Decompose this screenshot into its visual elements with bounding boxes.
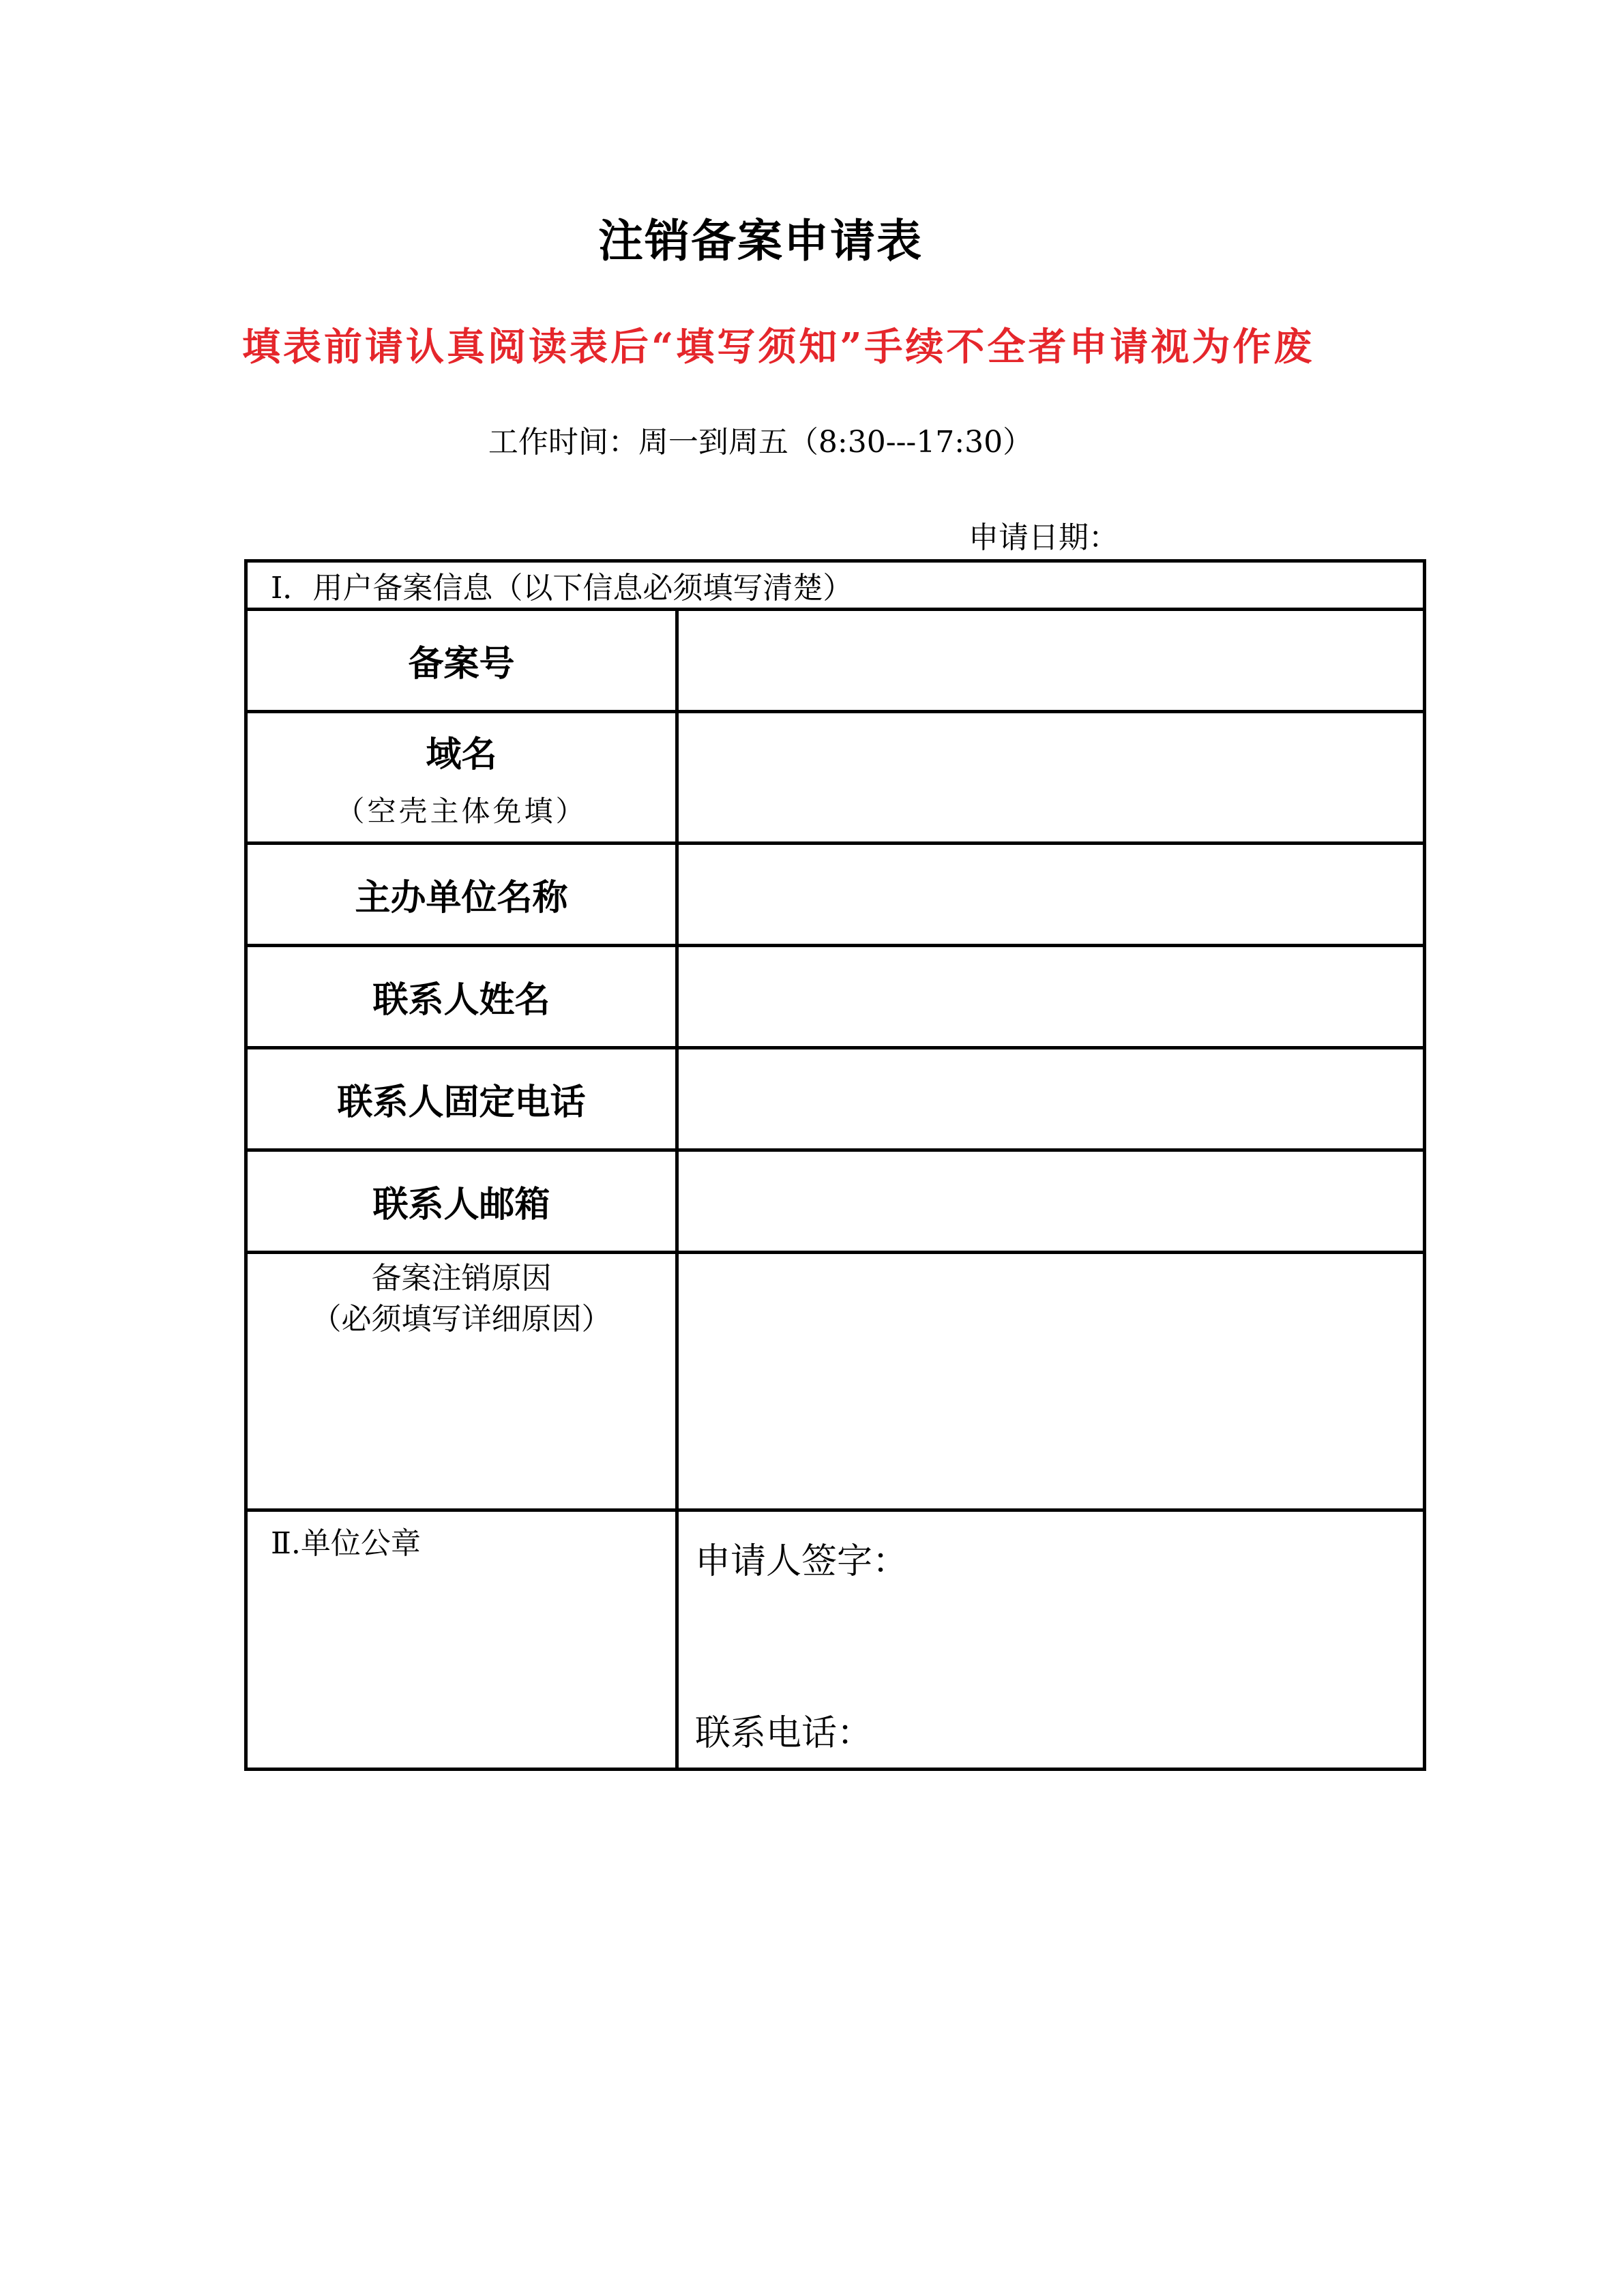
form-row-contact-email: [246, 1150, 1425, 1253]
field-label-cancel-reason: 备案注销原因 （必须填写详细原因）: [246, 1253, 677, 1510]
warning-notice: 填表前请认真阅读表后“填写须知”手续不全者申请视为作废: [242, 325, 1315, 370]
field-label-contact-name: 联系人姓名: [246, 946, 677, 1048]
domain-input-cell[interactable]: [677, 712, 1425, 844]
section-user-info-title: Ⅰ．用户备案信息（以下信息必须填写清楚）: [246, 561, 1425, 610]
domain-note: （空壳主体免填）: [336, 794, 587, 828]
form-row-domain: [246, 712, 1425, 844]
field-label-contact-email: 联系人邮箱: [246, 1150, 677, 1253]
applicant-signature-label[interactable]: 申请人签字：: [695, 1541, 909, 1582]
signature-cell: [677, 1510, 1425, 1770]
form-row-filing-number: [246, 610, 1425, 712]
contact-phone-label[interactable]: 联系电话：: [695, 1713, 873, 1754]
application-form-table: [244, 559, 1426, 1771]
organization-name-input-cell[interactable]: [677, 844, 1425, 946]
apply-date-label: 申请日期：: [969, 520, 1119, 555]
contact-email-input-cell[interactable]: [677, 1150, 1425, 1253]
filing-number-input-cell[interactable]: [677, 610, 1425, 712]
work-hours: 工作时间：周一到周五（8:30---17:30）: [488, 425, 1033, 460]
contact-phone-input-cell[interactable]: [677, 1048, 1425, 1150]
field-label-contact-phone: 联系人固定电话: [246, 1048, 677, 1150]
contact-name-input-cell[interactable]: [677, 946, 1425, 1048]
form-row-cancel-reason: [246, 1253, 1425, 1510]
form-row-seal-signature: [246, 1510, 1425, 1770]
form-row-contact-name: [246, 946, 1425, 1048]
field-label-domain: 域名 （空壳主体免填）: [246, 712, 677, 844]
field-label-organization-name: 主办单位名称: [246, 844, 677, 946]
field-label-filing-number: 备案号: [246, 610, 677, 712]
form-row-contact-phone: [246, 1048, 1425, 1150]
cancel-reason-input-cell[interactable]: [677, 1253, 1425, 1510]
section-unit-seal[interactable]: Ⅱ.单位公章: [246, 1510, 677, 1770]
form-row-organization-name: [246, 844, 1425, 946]
page-title: 注销备案申请表: [598, 215, 923, 267]
section-user-info-header: [246, 561, 1425, 610]
